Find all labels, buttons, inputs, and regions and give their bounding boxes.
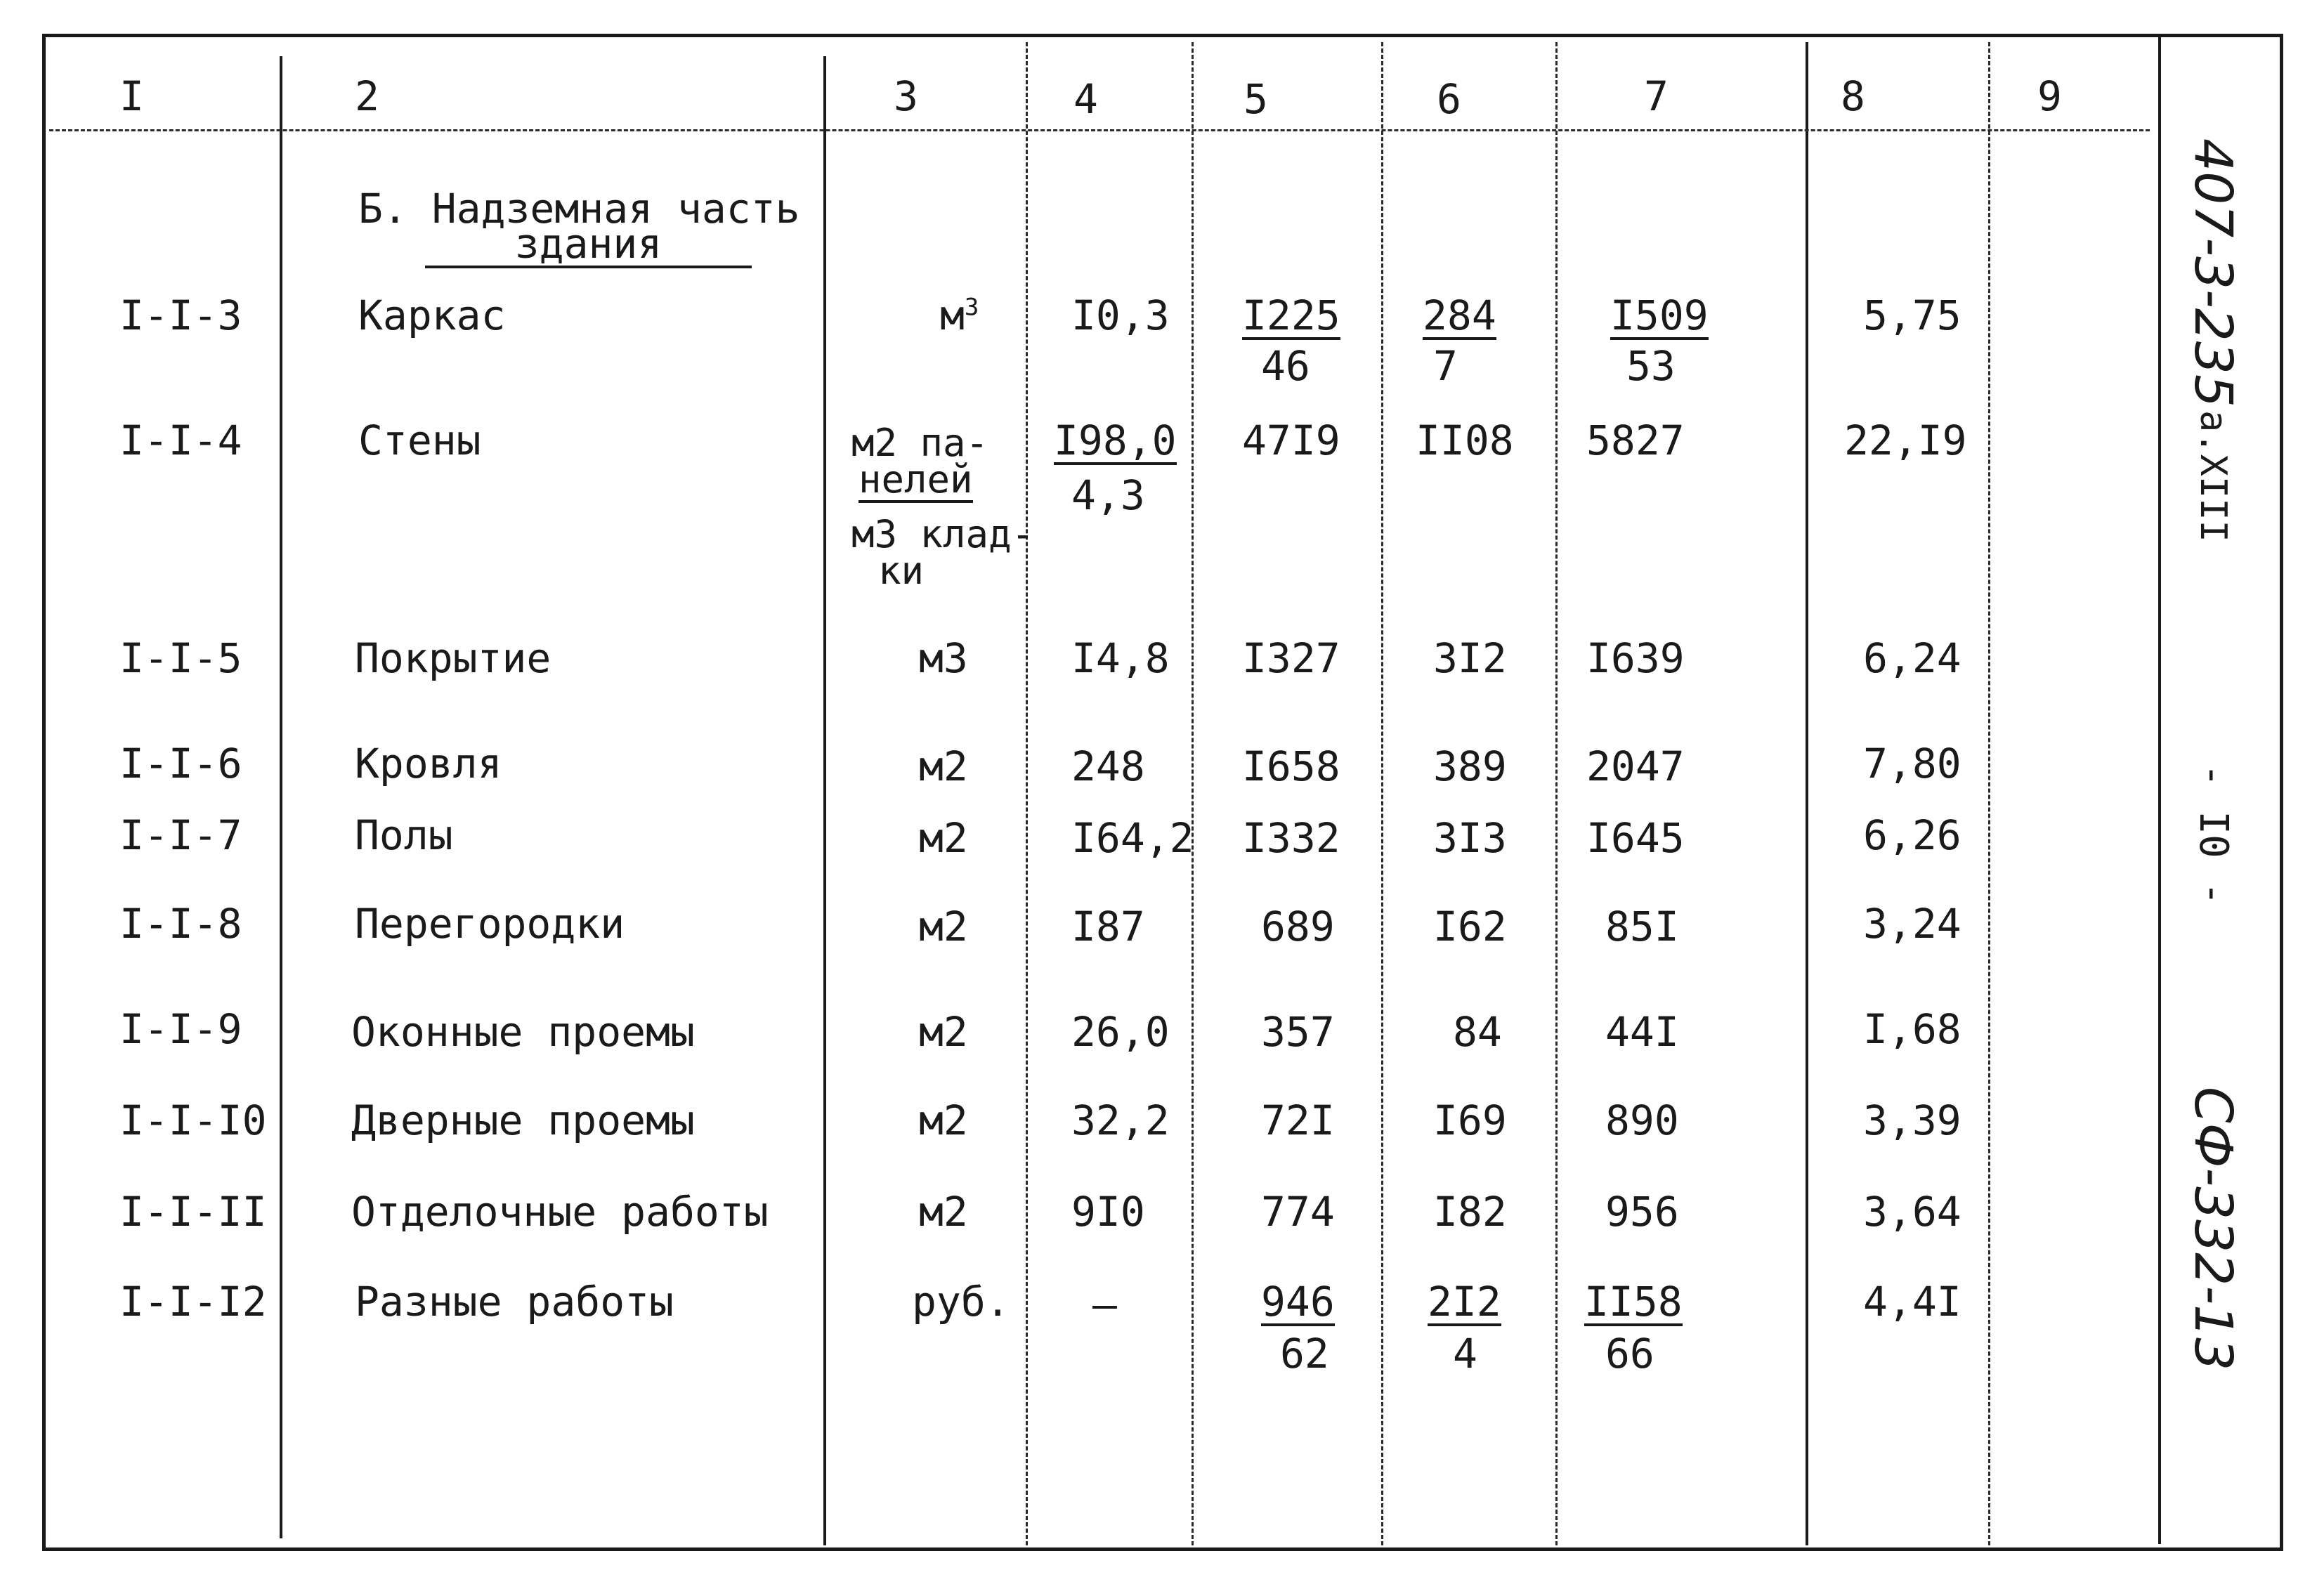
row-col6: II08	[1416, 417, 1514, 464]
header-rule	[49, 129, 2150, 131]
row-unit-line2: нелей	[859, 457, 973, 502]
row-col8: 3,64	[1863, 1188, 1961, 1236]
row-code: I-I-8	[119, 900, 242, 948]
row-code: I-I-II	[119, 1188, 267, 1236]
row-col5: 689	[1261, 903, 1335, 950]
header-col-8: 8	[1841, 72, 1865, 120]
row-col8: 6,24	[1863, 634, 1961, 682]
row-name: Оконные проемы	[351, 1008, 695, 1056]
header-col-2: 2	[355, 72, 379, 120]
row-col6: 389	[1433, 742, 1507, 790]
row-col5-top: I225	[1242, 292, 1340, 339]
section-title: Б. Надземная часть	[358, 185, 800, 233]
row-col6: 3I3	[1433, 814, 1507, 862]
header-col-7: 7	[1644, 72, 1669, 120]
row-unit: м3	[919, 634, 968, 682]
row-code: I-I-3	[119, 292, 242, 339]
row-col6-top: 284	[1423, 292, 1496, 339]
row-name: Каркас	[358, 292, 506, 339]
header-col-6: 6	[1437, 75, 1461, 123]
row-col5-bottom: 62	[1280, 1330, 1329, 1378]
row-col4: 32,2	[1071, 1097, 1170, 1144]
section-subtitle: здания	[425, 223, 752, 268]
header-col-4: 4	[1073, 75, 1098, 123]
row-col4: 26,0	[1071, 1008, 1170, 1056]
row-col4: I87	[1071, 903, 1145, 950]
stamp-album: а.XIII	[2192, 410, 2234, 542]
row-col4: 248	[1071, 742, 1145, 790]
row-unit-line4: ки	[878, 549, 925, 593]
row-name: Покрытие	[355, 634, 551, 682]
row-col8: 5,75	[1863, 292, 1961, 339]
col-divider-3	[1026, 42, 1028, 1545]
row-col7: 2047	[1586, 742, 1685, 790]
row-name: Кровля	[355, 740, 502, 787]
row-col6: 84	[1453, 1008, 1502, 1056]
row-unit: руб.	[912, 1278, 1010, 1326]
row-name: Перегородки	[355, 900, 625, 948]
row-name: Стены	[358, 417, 481, 464]
row-col8: 3,24	[1863, 900, 1961, 948]
row-col6: I62	[1433, 903, 1507, 950]
col-divider-1	[280, 56, 282, 1538]
row-unit: м2	[919, 742, 968, 790]
header-col-5: 5	[1243, 75, 1268, 123]
row-col4-bottom: 4,3	[1071, 471, 1145, 519]
row-col7: 5827	[1586, 417, 1685, 464]
row-name: Дверные проемы	[351, 1097, 695, 1144]
row-col7: I639	[1586, 634, 1685, 682]
col-divider-4	[1192, 42, 1194, 1545]
row-col8: 3,39	[1863, 1097, 1961, 1144]
row-col7-top: I509	[1610, 292, 1709, 339]
row-name: Отделочные работы	[351, 1188, 769, 1236]
row-col7: 85I	[1605, 903, 1679, 950]
row-col7-top: II58	[1584, 1278, 1683, 1326]
header-col-3: 3	[894, 72, 918, 120]
row-col8: 6,26	[1863, 811, 1961, 859]
row-col6: I69	[1433, 1097, 1507, 1144]
row-unit: м2	[919, 903, 968, 950]
stamp-page-number: - I0 -	[2191, 763, 2236, 906]
row-col5: I327	[1242, 634, 1340, 682]
col-divider-6	[1555, 42, 1558, 1545]
row-col7: 956	[1605, 1188, 1679, 1236]
row-col7-bottom: 53	[1626, 342, 1676, 390]
row-code: I-I-5	[119, 634, 242, 682]
row-col5: 774	[1261, 1188, 1335, 1236]
row-name: Разные работы	[355, 1278, 674, 1326]
row-unit: м2	[919, 1097, 968, 1144]
header-col-9: 9	[2037, 72, 2062, 120]
row-unit: $м^3$	[940, 292, 979, 339]
row-unit: м2	[919, 814, 968, 862]
stamp-series: СФ-332-13	[2183, 1087, 2243, 1371]
row-col4: I64,2	[1071, 814, 1194, 862]
row-col5-top: 946	[1261, 1278, 1335, 1326]
row-col5: 47I9	[1242, 417, 1340, 464]
row-col8: I,68	[1863, 1005, 1961, 1053]
row-col4-top: I98,0	[1054, 417, 1177, 464]
row-col4: 9I0	[1071, 1188, 1145, 1236]
row-code: I-I-7	[119, 811, 242, 859]
row-col6-bottom: 4	[1453, 1330, 1477, 1378]
row-name: Полы	[355, 811, 453, 859]
row-col8: 7,80	[1863, 740, 1961, 787]
row-col4: I0,3	[1071, 292, 1170, 339]
row-col8: 22,I9	[1844, 417, 1967, 464]
row-col7: 44I	[1605, 1008, 1679, 1056]
col-divider-2	[823, 56, 826, 1545]
row-col5: I658	[1242, 742, 1340, 790]
row-unit: м2	[919, 1008, 968, 1056]
col-divider-8	[1988, 42, 1990, 1545]
row-unit-line1: м2 па-	[851, 421, 989, 465]
row-code: I-I-I0	[119, 1097, 267, 1144]
stamp-doc-number: 407-3-235	[2183, 138, 2243, 407]
row-col5: I332	[1242, 814, 1340, 862]
header-col-1: I	[119, 72, 144, 120]
row-col6: I82	[1433, 1188, 1507, 1236]
row-unit-line3: м3 клад-	[851, 512, 1035, 556]
row-col4: I4,8	[1071, 634, 1170, 682]
row-unit: м2	[919, 1188, 968, 1236]
row-code: I-I-6	[119, 740, 242, 787]
row-col7: 890	[1605, 1097, 1679, 1144]
row-col6: 3I2	[1433, 634, 1507, 682]
row-col8: 4,4I	[1863, 1278, 1961, 1326]
row-code: I-I-I2	[119, 1278, 267, 1326]
row-col5: 357	[1261, 1008, 1335, 1056]
col-divider-7	[1806, 42, 1808, 1545]
stamp-divider	[2158, 34, 2161, 1544]
row-code: I-I-4	[119, 417, 242, 464]
row-col6-top: 2I2	[1428, 1278, 1501, 1326]
col-divider-5	[1381, 42, 1383, 1545]
row-col7-bottom: 66	[1605, 1330, 1654, 1378]
row-col4: –	[1092, 1281, 1117, 1328]
row-col7: I645	[1586, 814, 1685, 862]
row-col5: 72I	[1261, 1097, 1335, 1144]
row-col6-bottom: 7	[1433, 342, 1458, 390]
row-code: I-I-9	[119, 1005, 242, 1053]
row-col5-bottom: 46	[1261, 342, 1310, 390]
